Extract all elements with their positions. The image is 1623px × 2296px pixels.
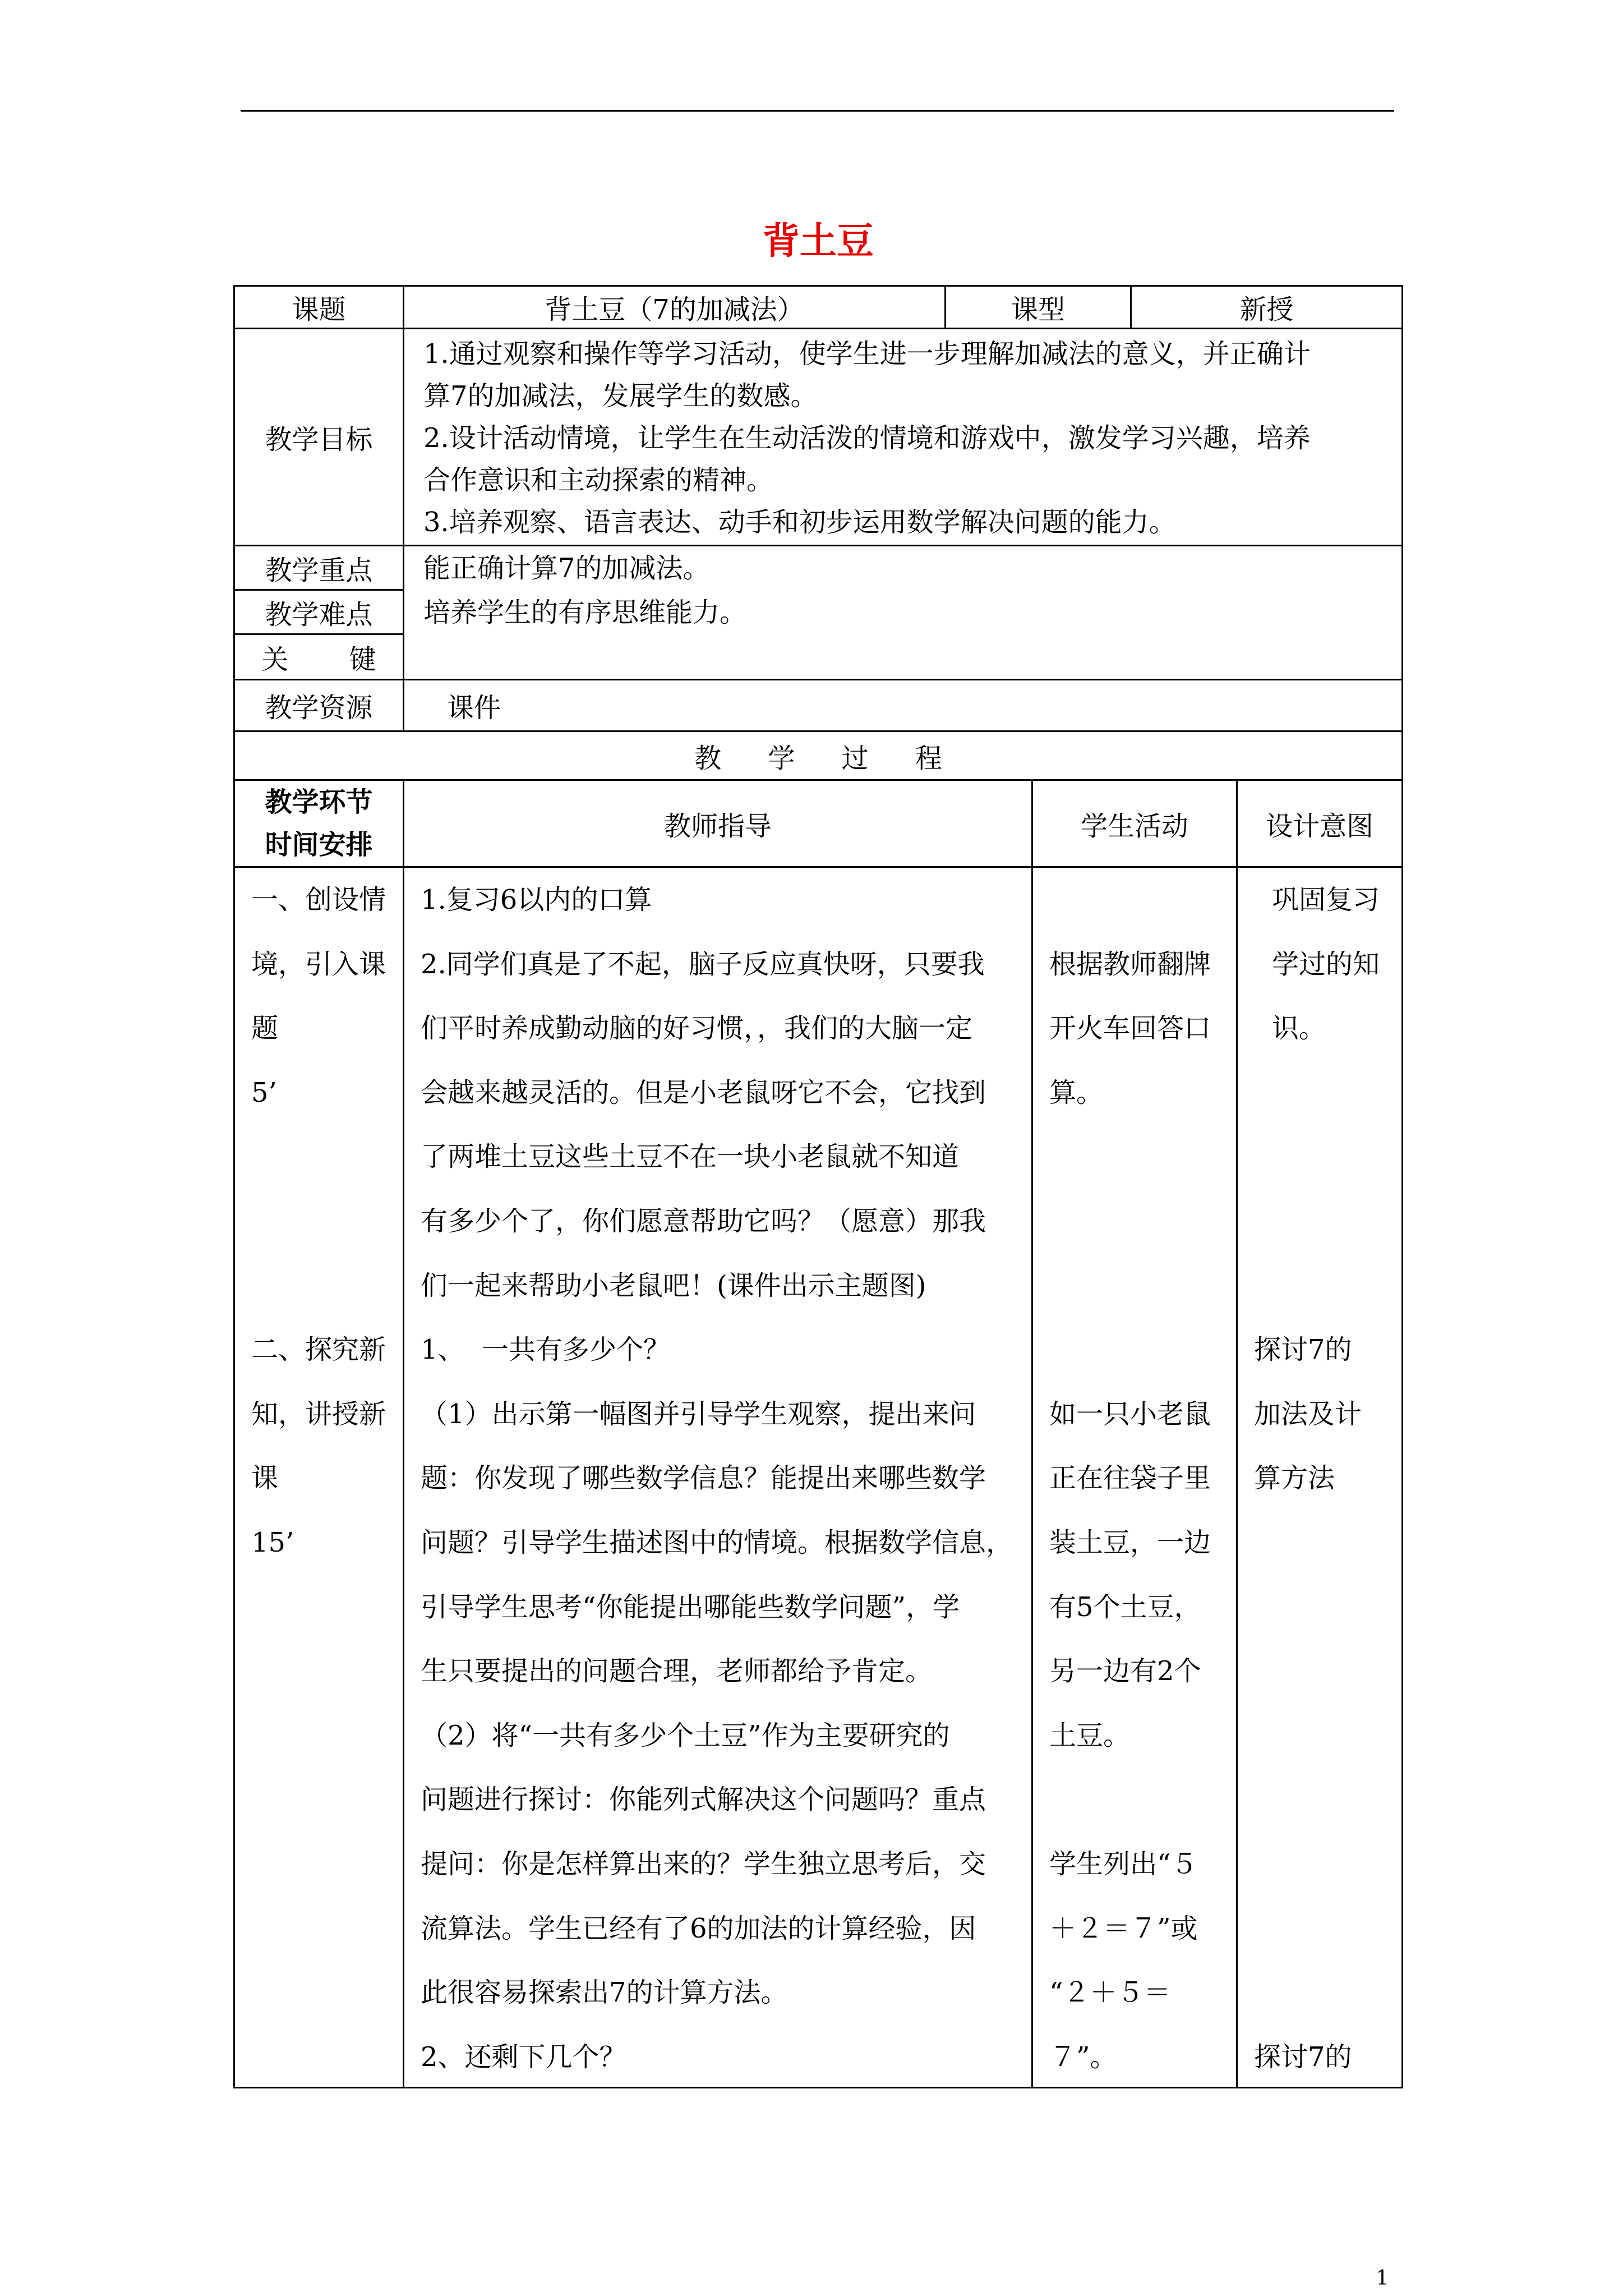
page-number: 1	[1376, 2267, 1389, 2290]
teacher-line: 引导学生思考“你能提出哪能些数学问题”，学	[421, 1591, 960, 1623]
topic-label: 课题	[233, 285, 404, 329]
key-points-label: 教学重点	[233, 545, 404, 591]
teacher-line: 2.同学们真是了不起，脑子反应真快呀，只要我	[421, 948, 985, 980]
difficulties-text: 培养学生的有序思维能力。	[423, 597, 747, 628]
time-header: 时间安排	[265, 829, 373, 861]
lesson-type-value: 新授	[1130, 285, 1403, 329]
teacher-line: 题：你发现了哪些数学信息？能提出来哪些数学	[421, 1462, 986, 1494]
stage-line: 题	[251, 1013, 279, 1045]
intent-line: 算方法	[1254, 1462, 1335, 1494]
student-line: 正在往袋子里	[1049, 1462, 1211, 1494]
student-line: 装土豆，一边	[1049, 1527, 1211, 1558]
key-label: 关 键	[233, 633, 404, 680]
resources-label: 教学资源	[233, 679, 404, 732]
student-line: ＋２＝７”或	[1049, 1912, 1198, 1944]
intent-line: 探讨7的	[1254, 1334, 1352, 1366]
teacher-line: 1、 一共有多少个？	[421, 1334, 671, 1366]
stage-column	[233, 866, 404, 2088]
teacher-line: 此很容易探索出7的计算方法。	[421, 1977, 788, 2009]
stage-time-header	[233, 779, 404, 868]
process-heading: 教 学 过 程	[233, 730, 1403, 781]
stage-time: 15’	[251, 1527, 294, 1558]
student-line: 算。	[1049, 1076, 1104, 1108]
student-line: 学生列出“５	[1049, 1848, 1198, 1880]
student-line: 有5个土豆，	[1049, 1591, 1201, 1623]
teacher-line: 有多少个了，你们愿意帮助它吗？（愿意）那我	[421, 1205, 986, 1237]
teacher-line: 流算法。学生已经有了6的加法的计算经验，因	[421, 1912, 976, 1944]
stage-line: 二、探究新	[251, 1334, 386, 1366]
teacher-line: 2、还剩下几个？	[421, 2041, 626, 2073]
objective-line: 3.培养观察、语言表达、动手和初步运用数学解决问题的能力。	[423, 507, 1176, 538]
stage-header: 教学环节	[265, 786, 373, 818]
difficulties-label: 教学难点	[233, 589, 404, 635]
lesson-type-label: 课型	[944, 285, 1132, 329]
teacher-line: 会越来越灵活的。但是小老鼠呀它不会，它找到	[421, 1076, 986, 1108]
stage-line: 课	[251, 1462, 279, 1494]
student-line: 土豆。	[1049, 1719, 1131, 1751]
teacher-line: 们平时养成勤动脑的好习惯，，我们的大脑一定	[421, 1013, 973, 1045]
objectives-label: 教学目标	[233, 328, 404, 546]
student-activity-column	[1031, 866, 1238, 2088]
intent-line: 探讨7的	[1254, 2041, 1352, 2073]
document-title: 背土豆	[763, 219, 874, 263]
objective-line: 合作意识和主动探索的精神。	[423, 464, 774, 496]
objectives-cell	[403, 328, 1403, 546]
student-line: ７”。	[1049, 2041, 1117, 2073]
design-intent-header: 设计意图	[1236, 779, 1403, 868]
intent-line: 学过的知	[1272, 948, 1380, 980]
teacher-line: 生只要提出的问题合理，老师都给予肯定。	[421, 1655, 933, 1687]
student-line: 如一只小老鼠	[1049, 1398, 1211, 1430]
student-line: 根据教师翻牌	[1049, 948, 1211, 980]
design-intent-column	[1236, 866, 1403, 2088]
stage-line: 境，引入课	[251, 948, 386, 980]
teacher-line: （2）将“一共有多少个土豆”作为主要研究的	[421, 1719, 950, 1751]
student-line: 另一边有2个	[1049, 1655, 1201, 1687]
header-rule	[241, 110, 1394, 112]
teacher-line: 问题进行探讨：你能列式解决这个问题吗？重点	[421, 1784, 986, 1816]
intent-line: 识。	[1272, 1013, 1326, 1045]
topic-value: 背土豆（7的加减法）	[403, 285, 946, 329]
stage-line: 一、创设情	[251, 884, 386, 915]
key-points-text: 能正确计算7的加减法。	[423, 553, 710, 584]
stage-time: 5’	[251, 1076, 277, 1108]
teacher-line: 了两堆土豆这些土豆不在一块小老鼠就不知道	[421, 1141, 960, 1173]
teacher-line: （1）出示第一幅图并引导学生观察，提出来问	[421, 1398, 976, 1430]
teacher-line: 提问：你是怎样算出来的？学生独立思考后，交	[421, 1848, 986, 1880]
intent-line: 加法及计	[1254, 1398, 1362, 1430]
teacher-guidance-header: 教师指导	[403, 779, 1033, 868]
teacher-line: 问题？引导学生描述图中的情境。根据数学信息，	[421, 1527, 1013, 1558]
resources-value: 课件	[403, 679, 1403, 732]
objective-line: 1.通过观察和操作等学习活动，使学生进一步理解加减法的意义，并正确计	[423, 338, 1311, 370]
key-points-cell	[403, 545, 1403, 680]
objective-line: 2.设计活动情境，让学生在生动活泼的情境和游戏中，激发学习兴趣，培养	[423, 422, 1311, 454]
student-line: 开火车回答口	[1049, 1013, 1211, 1045]
teacher-line: 们一起来帮助小老鼠吧！(课件出示主题图)	[421, 1269, 926, 1301]
stage-line: 知，讲授新	[251, 1398, 386, 1430]
intent-line: 巩固复习	[1272, 884, 1380, 915]
objective-line: 算7的加减法，发展学生的数感。	[423, 380, 818, 412]
student-line: “２＋５＝	[1049, 1977, 1171, 2009]
student-activity-header: 学生活动	[1031, 779, 1238, 868]
teacher-guidance-column	[403, 866, 1033, 2088]
teacher-line: 1.复习6以内的口算	[421, 884, 652, 915]
